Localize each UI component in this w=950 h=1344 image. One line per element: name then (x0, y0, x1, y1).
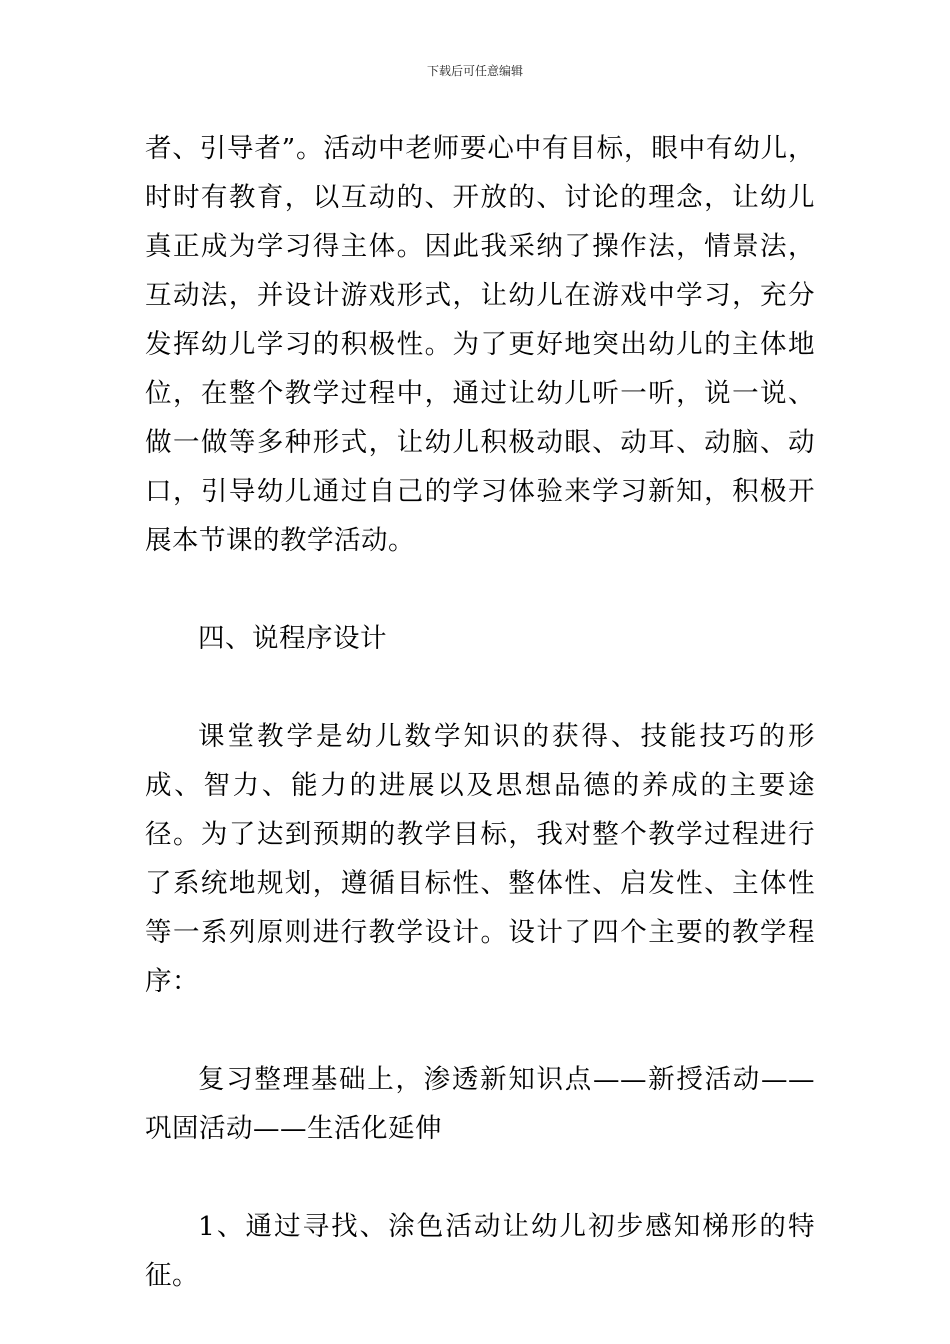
paragraph-program-flow: 复习整理基础上，渗透新知识点——新授活动——巩固活动——生活化延伸 (145, 1064, 815, 1144)
list-item-step-1: 1、通过寻找、涂色活动让幼儿初步感知梯形的特征。 (145, 1211, 815, 1291)
paragraph-classroom-teaching: 课堂教学是幼儿数学知识的获得、技能技巧的形成、智力、能力的进展以及思想品德的养成的主要途径。为了达到预期的教学目标，我对整个教学过程进行了系统地规划，遵循目标性、整体性、启发性、主体性等一系列原则进行教学设计。设计了四个主要的教学程序： (145, 721, 815, 997)
document-body (145, 124, 815, 1300)
paragraph-teaching-methods: 者、引导者”。活动中老师要心中有目标，眼中有幼儿，时时有教育，以互动的、开放的、讨论的理念，让幼儿真正成为学习得主体。因此我采纳了操作法，情景法，互动法，并设计游戏形式，让幼儿在游戏中学习，充分发挥幼儿学习的积极性。为了更好地突出幼儿的主体地位，在整个教学过程中，通过让幼儿听一听，说一说、做一做等多种形式，让幼儿积极动眼、动耳、动脑、动口，引导幼儿通过自己的学习体验来学习新知，积极开展本节课的教学活动。 (145, 133, 815, 556)
page-header: 下载后可任意编辑 (426, 64, 523, 78)
section-heading-program-design: 四、说程序设计 (198, 623, 387, 654)
